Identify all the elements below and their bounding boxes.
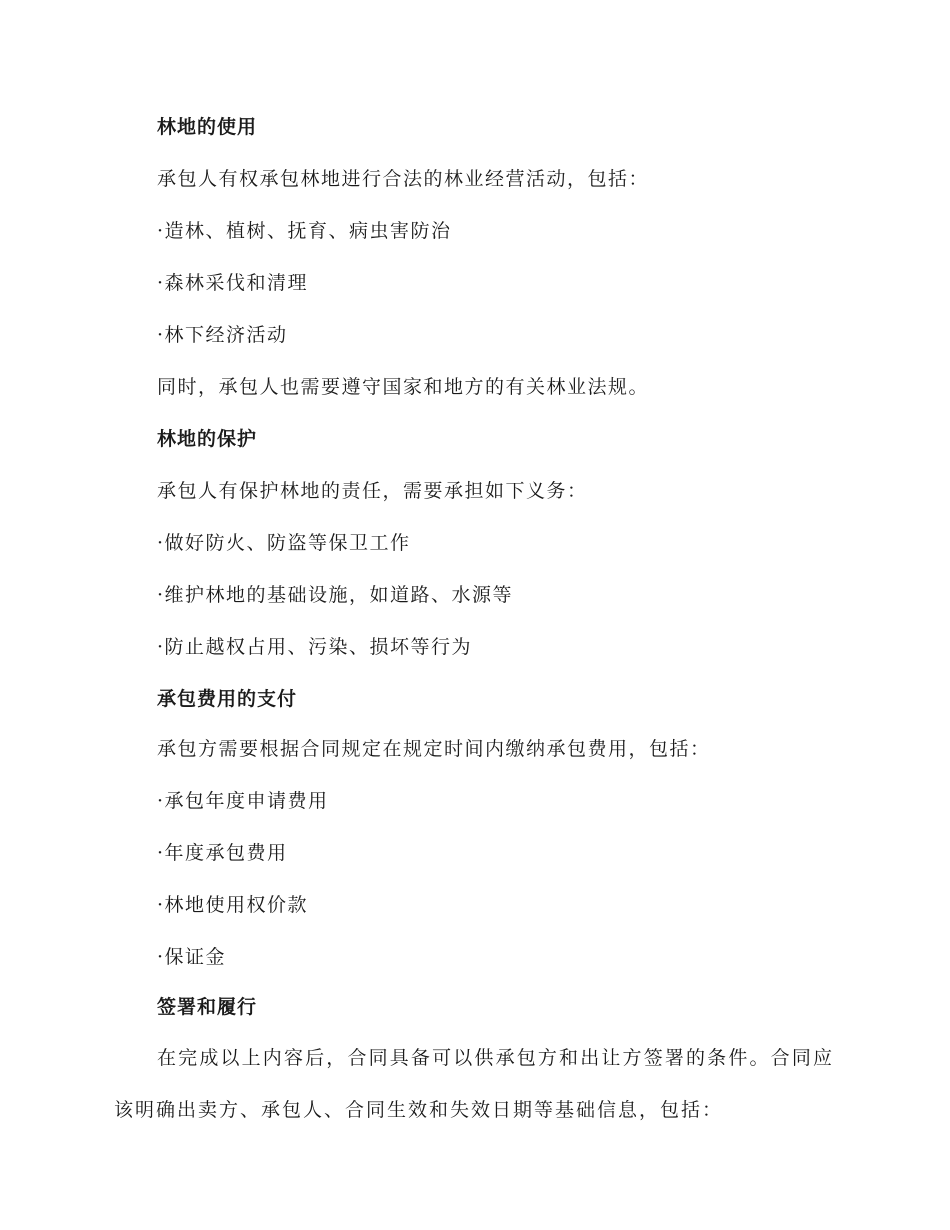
section-closing-land-use: 同时，承包人也需要遵守国家和地方的有关林业法规。 (157, 376, 650, 398)
section-intro-fee-payment: 承包方需要根据合同规定在规定时间内缴纳承包费用，包括： (157, 738, 711, 760)
section-heading-signing: 签署和履行 (157, 996, 258, 1018)
list-item: ·承包年度申请费用 (157, 790, 329, 812)
section-intro-land-protection: 承包人有保护林地的责任，需要承担如下义务： (157, 480, 588, 502)
list-item: ·保证金 (157, 946, 227, 968)
section-paragraph-signing: 在完成以上内容后，合同具备可以供承包方和出让方签署的条件。合同应该明确出卖方、承包人、合同生效和失效日期等基础信息，包括： (114, 1047, 834, 1121)
section-heading-land-protection: 林地的保护 (157, 428, 258, 450)
list-item: ·林下经济活动 (157, 324, 288, 346)
section-intro-land-use: 承包人有权承包林地进行合法的林业经营活动，包括： (157, 168, 650, 190)
list-item: ·防止越权占用、污染、损坏等行为 (157, 636, 473, 658)
list-item: ·维护林地的基础设施，如道路、水源等 (157, 584, 514, 606)
list-item: ·造林、植树、抚育、病虫害防治 (157, 220, 452, 242)
section-heading-fee-payment: 承包费用的支付 (157, 688, 298, 710)
list-item: ·森林采伐和清理 (157, 272, 309, 294)
section-heading-land-use: 林地的使用 (157, 116, 258, 138)
list-item: ·做好防火、防盗等保卫工作 (157, 532, 411, 554)
list-item: ·林地使用权价款 (157, 894, 309, 916)
list-item: ·年度承包费用 (157, 842, 288, 864)
